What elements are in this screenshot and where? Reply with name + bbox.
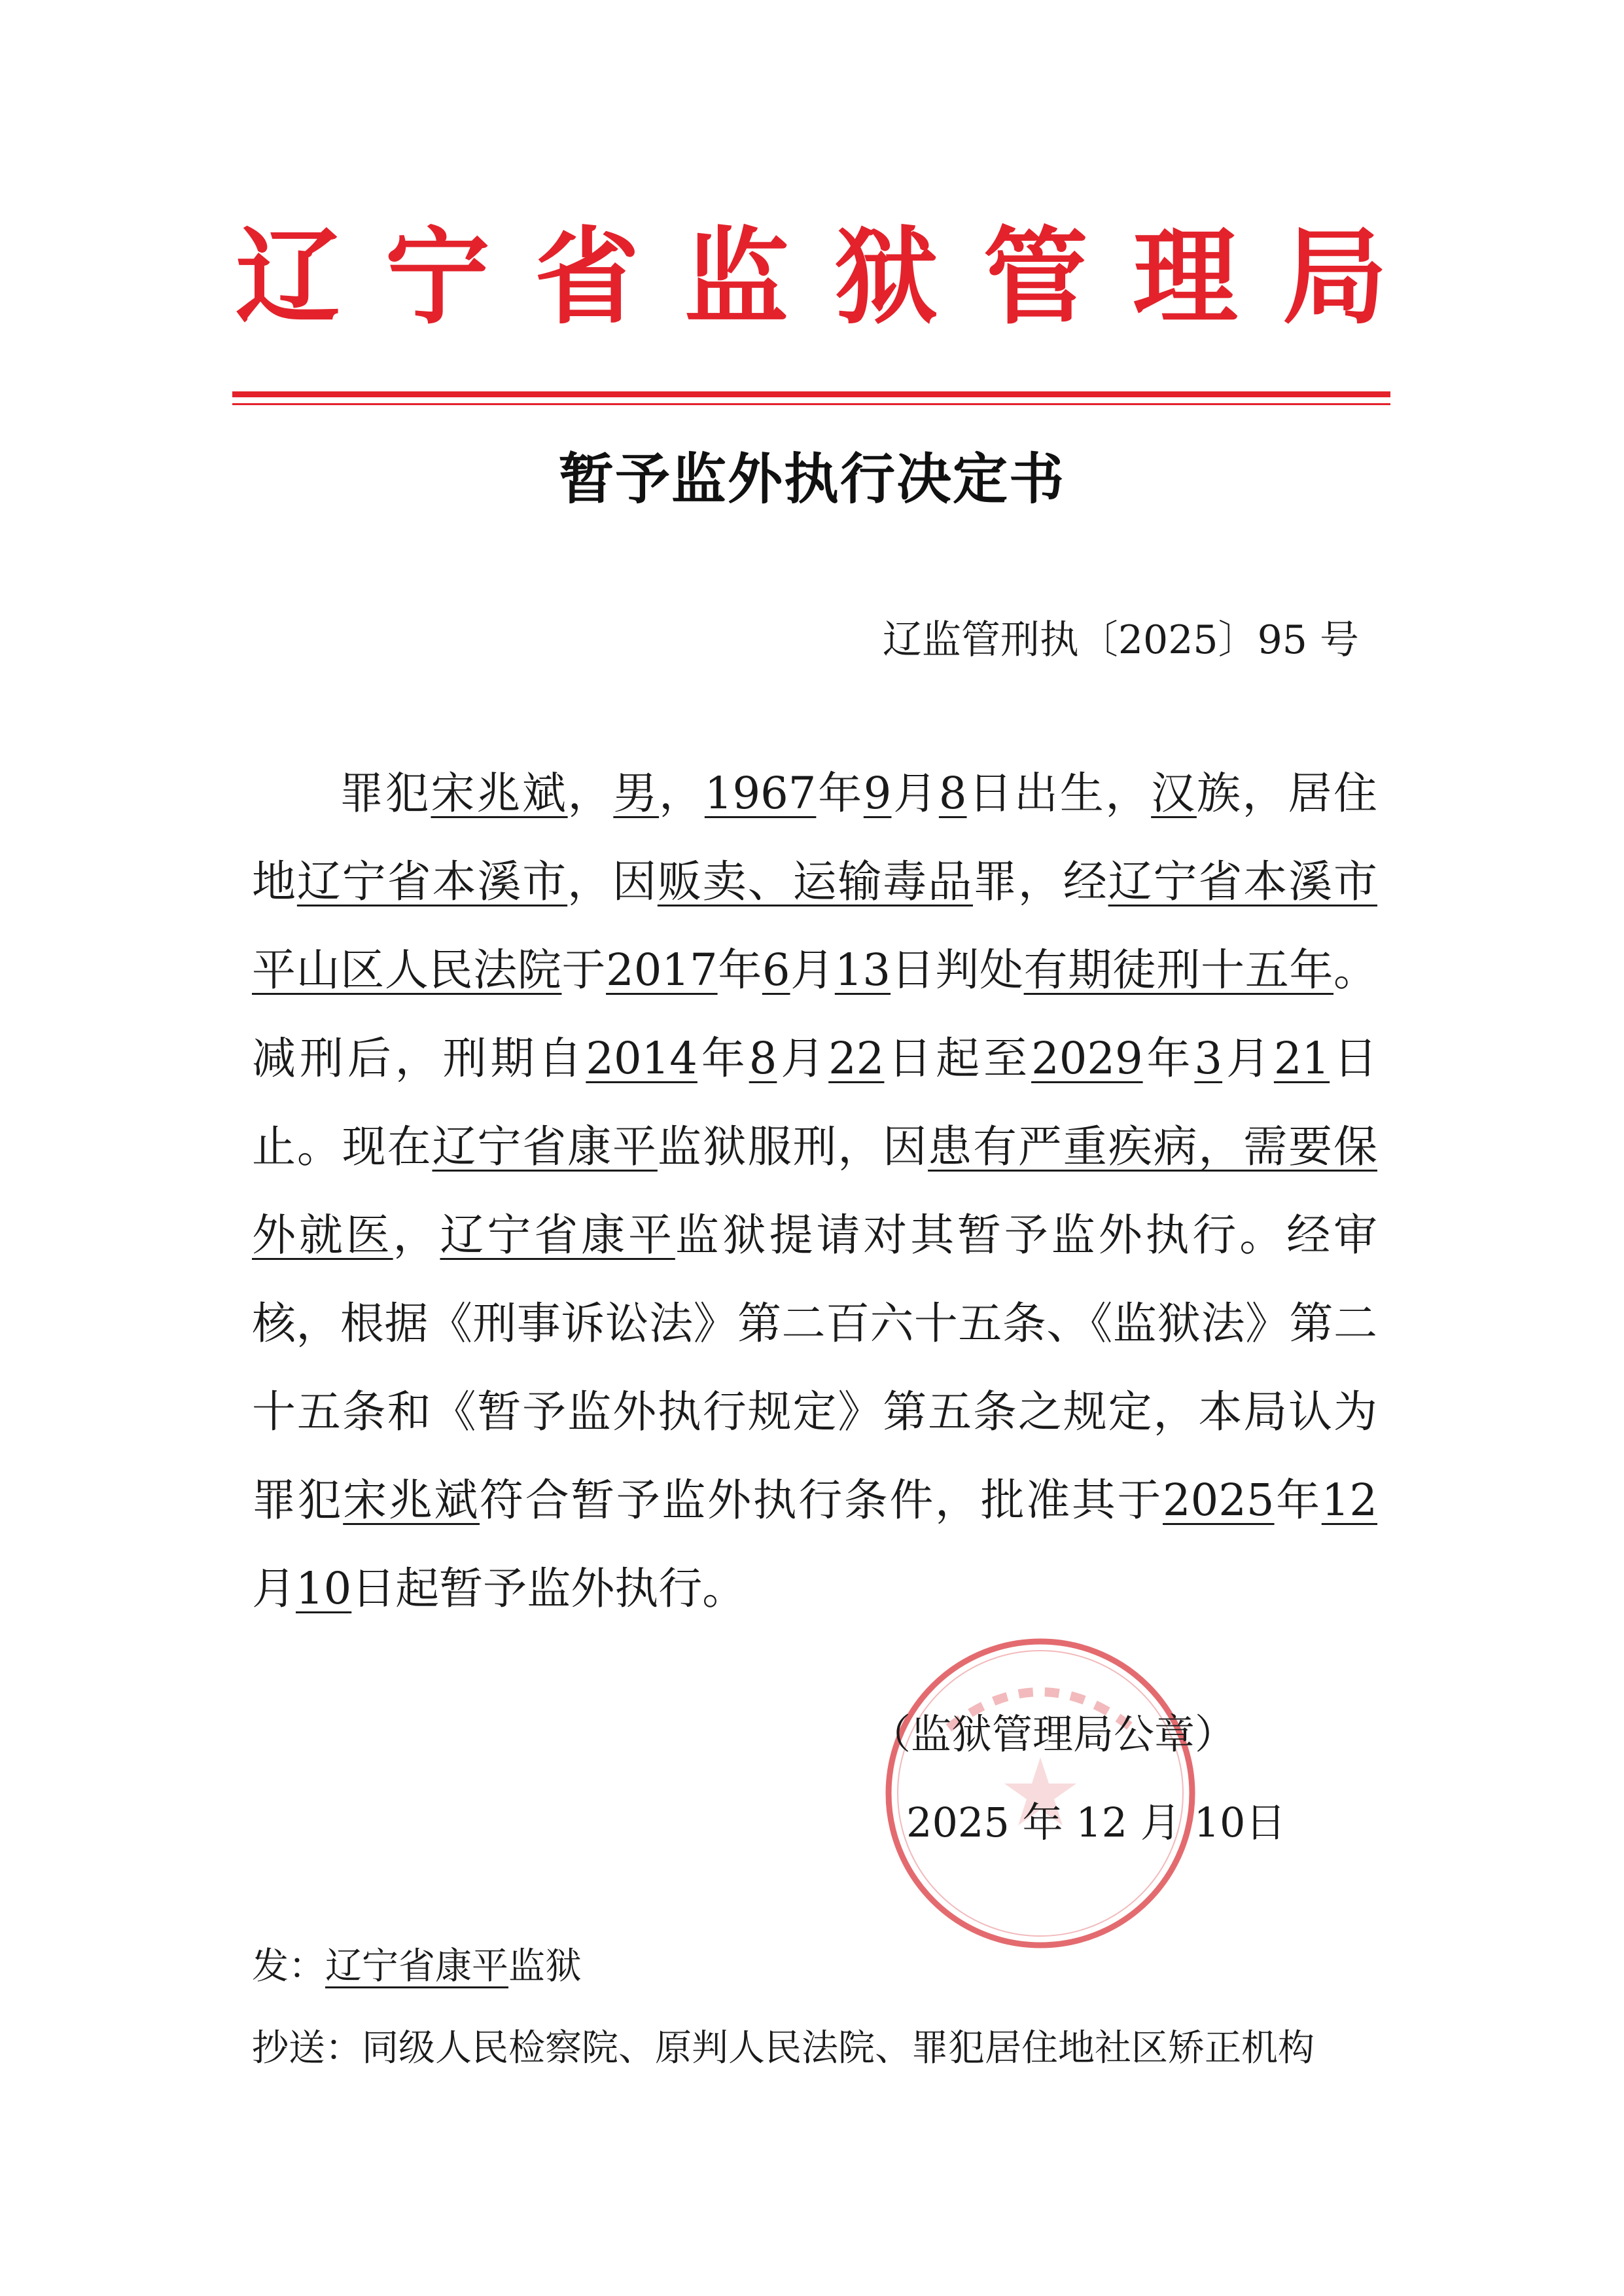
requesting-prison: 辽宁省康平 [440,1210,675,1261]
judgment-month: 6 [762,944,790,996]
text-run: 年 [1274,1475,1322,1526]
ethnicity: 汉 [1151,768,1197,819]
judgment-day: 13 [834,944,891,996]
org-char: 宁 [385,216,490,338]
effective-year: 2025 [1163,1475,1275,1526]
birth-month: 9 [863,768,892,819]
seal-and-date-block [857,1630,1328,1996]
term-start-month: 8 [749,1033,777,1084]
convict-gender: 男 [613,768,660,819]
document-title: 暂予监外执行决定书 [558,447,1065,511]
send-to-line [252,1937,582,1990]
text-run: 年 [697,1033,749,1084]
org-char: 管 [983,216,1088,338]
text-run: 年 [816,768,864,819]
text-run: 月 [891,768,939,819]
decision-body [252,749,1377,1633]
term-start-year: 2014 [586,1033,697,1084]
serving-prison: 辽宁省康平 [432,1121,658,1172]
text-run: 月 [790,944,835,996]
effective-day: 10 [296,1563,352,1614]
org-char: 监 [684,216,789,338]
text-run: 日止。现在 [252,1033,1378,1172]
term-start-day: 22 [828,1033,885,1084]
text-run: 年 [1142,1033,1195,1084]
sentencing-court: 辽宁省本溪市平山区人民法院 [252,856,1377,996]
text-run: 。减刑后，刑期自 [252,944,1378,1084]
text-run: ， [567,768,614,819]
text-run: 罪，经 [973,856,1108,907]
org-char: 理 [1133,216,1238,338]
text-run: 罪犯 [340,768,431,819]
document-number: 辽监管刑执〔2025〕95 号 [882,617,1359,663]
effective-month: 12 [1321,1475,1378,1526]
text-run: ， [393,1210,440,1261]
crime: 贩卖、运输毒品 [657,856,973,907]
release-reason: 患有严重疾病，需要保外就医 [252,1121,1377,1261]
cc-recipients: 同级人民检察院、原判人民法院、罪犯居住地社区矫正机构 [362,2027,1315,2070]
text-run: 日判处 [891,944,1024,996]
org-char: 狱 [834,216,939,338]
send-recipient-suffix: 监狱 [508,1945,582,1988]
text-run: 监狱服刑，因 [657,1121,928,1172]
cc-line [252,2019,1315,2072]
send-label: 发： [252,1945,325,1988]
sentence: 有期徒刑十五年 [1023,944,1334,996]
text-run: 日起暂予监外执行。 [351,1563,747,1614]
send-recipient: 辽宁省康平 [325,1945,508,1988]
birth-day: 8 [938,768,967,819]
text-run: ，因 [567,856,658,907]
issue-date: 2025 年 12 月 10日 [906,1799,1286,1846]
issuing-organization-title [236,196,1387,340]
residence: 辽宁省本溪市 [296,856,568,907]
term-end-month: 3 [1194,1033,1223,1084]
convict-name-repeat: 宋兆斌 [343,1475,480,1526]
seal-label: （监狱管理局公章） [870,1710,1236,1758]
text-run: 月 [252,1563,296,1614]
text-run: 符合暂予监外执行条件，批准其于 [480,1475,1163,1526]
text-run: 监狱提请对其暂予监外执行。经审核，根据《刑事诉讼法》第二百六十五条、《监狱法》第二十五条和《暂予监外执行规定》第五条之规定，本局认为罪犯 [252,1210,1378,1526]
decision-paragraph [252,749,1377,1633]
text-run: 族，居住地 [252,768,1378,907]
judgment-year: 2017 [606,944,718,996]
org-char: 省 [535,216,640,338]
text-run: 月 [1222,1033,1274,1084]
term-end-year: 2029 [1031,1033,1143,1084]
text-run: 日出生， [966,768,1152,819]
term-end-day: 21 [1273,1033,1330,1084]
birth-year: 1967 [704,768,817,819]
org-char: 辽 [236,216,341,338]
text-run: 月 [777,1033,829,1084]
text-run: 于 [561,944,607,996]
text-run: 年 [717,944,762,996]
header-divider-thick [232,391,1390,397]
text-run: ， [659,768,705,819]
org-char: 局 [1282,216,1387,338]
convict-name: 宋兆斌 [431,768,568,819]
cc-label: 抄送： [252,2027,362,2070]
header-divider-thin [232,403,1390,405]
text-run: 日起至 [884,1033,1032,1084]
